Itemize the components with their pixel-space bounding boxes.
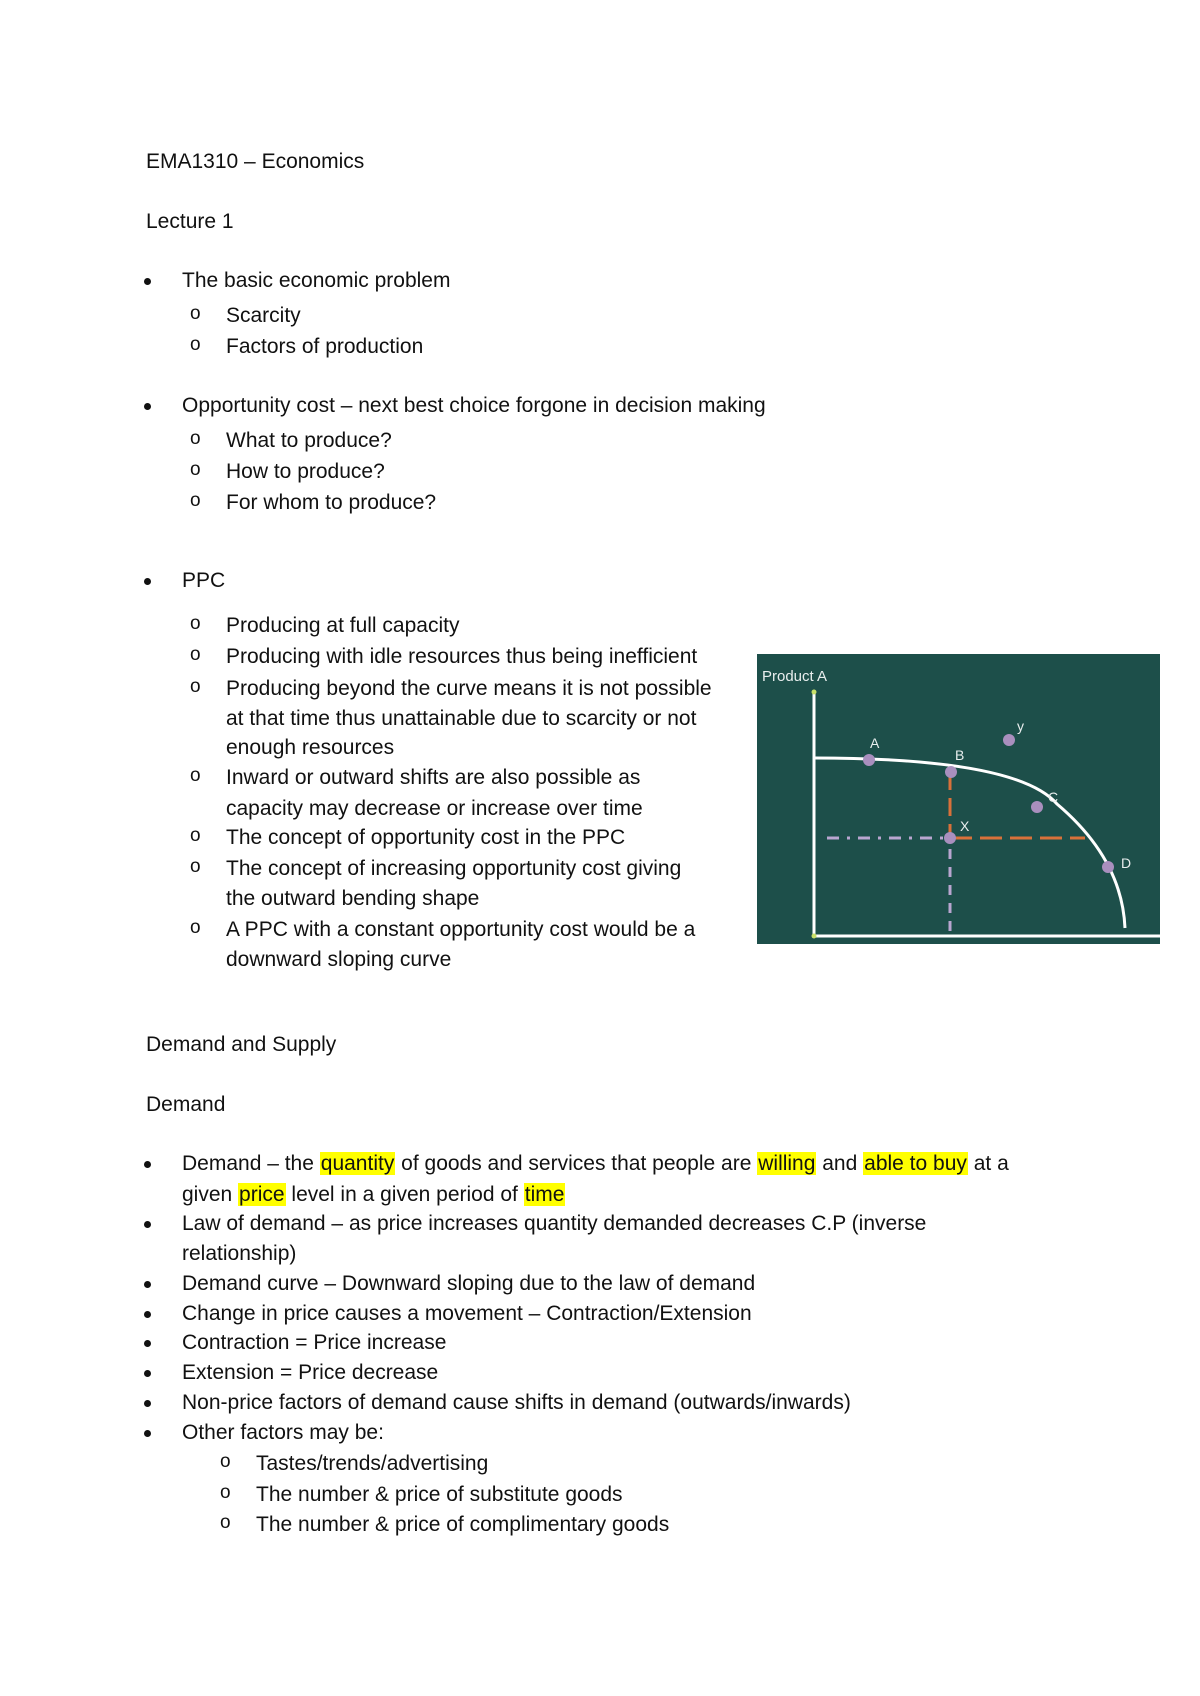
circle-marker: o [220, 1512, 231, 1533]
ppc-item: A PPC with a constant opportunity cost would be a [226, 918, 696, 941]
axis-origin-tick [812, 690, 817, 695]
y-axis-label: Product A [762, 668, 828, 685]
bullet-dot [144, 278, 151, 285]
diagram-background [757, 654, 1160, 944]
other-factor-item: Tastes/trends/advertising [256, 1452, 489, 1475]
circle-marker: o [190, 676, 201, 697]
ppc-diagram [757, 654, 1160, 944]
demand-bullet: Contraction = Price increase [182, 1331, 447, 1354]
demand-bullet: Demand curve – Downward sloping due to the law of demand [182, 1272, 756, 1295]
sub-item: For whom to produce? [226, 491, 437, 514]
bullet-dot [144, 1340, 151, 1347]
bullet-dot [144, 1161, 151, 1168]
ppc-item: The concept of opportunity cost in the PPC [226, 826, 626, 849]
point-a [863, 754, 875, 766]
highlight-quantity: quantity [320, 1152, 395, 1175]
ppc-item: The concept of increasing opportunity cost giving [226, 857, 682, 880]
circle-marker: o [190, 765, 201, 786]
text-run: and [816, 1152, 864, 1175]
sub-item: Factors of production [226, 335, 424, 358]
point-y [1003, 734, 1015, 746]
sub-item: What to produce? [226, 429, 392, 452]
bullet-dot [144, 1430, 151, 1437]
circle-marker: o [220, 1451, 231, 1472]
bullet-dot [144, 1221, 151, 1228]
bullet-dot [144, 1370, 151, 1377]
ppc-item-cont: at that time thus unattainable due to scarcity or not [226, 707, 697, 730]
sub-item: Scarcity [226, 304, 301, 327]
label-x: X [960, 818, 970, 834]
circle-marker: o [220, 1482, 231, 1503]
ppc-item-cont: the outward bending shape [226, 887, 480, 910]
highlight-price: price [239, 1183, 285, 1206]
bullet-dot [144, 1400, 151, 1407]
bullet-dot [144, 403, 151, 410]
other-factor-item: The number & price of substitute goods [256, 1483, 623, 1506]
highlight-willing: willing [758, 1152, 816, 1175]
subheading-demand: Demand [146, 1093, 226, 1116]
highlight-able-to-buy: able to buy [864, 1152, 967, 1175]
circle-marker: o [190, 459, 201, 480]
circle-marker: o [190, 490, 201, 511]
label-d: D [1121, 855, 1132, 871]
point-c [1031, 801, 1043, 813]
text-run: level in a given period of [285, 1183, 524, 1206]
demand-bullet: Law of demand – as price increases quantity demanded decreases C.P (inverse [182, 1212, 927, 1235]
label-a: A [870, 735, 880, 751]
axis-origin-tick [812, 934, 817, 939]
circle-marker: o [190, 856, 201, 877]
circle-marker: o [190, 917, 201, 938]
demand-bullet: Extension = Price decrease [182, 1361, 439, 1384]
label-b: B [955, 747, 965, 763]
bullet-ppc: PPC [182, 569, 226, 592]
circle-marker: o [190, 334, 201, 355]
circle-marker: o [190, 825, 201, 846]
section-heading-demand-supply: Demand and Supply [146, 1033, 337, 1056]
circle-marker: o [190, 428, 201, 449]
label-y: y [1017, 718, 1024, 734]
text-run: at a [967, 1152, 1009, 1175]
demand-bullet: Other factors may be: [182, 1421, 384, 1444]
point-b [945, 766, 957, 778]
circle-marker: o [190, 644, 201, 665]
demand-bullet: Non-price factors of demand cause shifts in demand (outwards/inwards) [182, 1391, 851, 1414]
point-x [944, 832, 956, 844]
circle-marker: o [190, 303, 201, 324]
text-run: given [182, 1183, 239, 1206]
demand-bullet: Change in price causes a movement – Contraction/Extension [182, 1302, 752, 1325]
ppc-item: Producing with idle resources thus being inefficient [226, 645, 698, 668]
bullet-opportunity-cost: Opportunity cost – next best choice forgone in decision making [182, 394, 766, 417]
text-run: of goods and services that people are [395, 1152, 758, 1175]
bullet-dot [144, 1311, 151, 1318]
sub-item: How to produce? [226, 460, 385, 483]
bullet-dot [144, 578, 151, 585]
document-title: EMA1310 – Economics [146, 150, 365, 173]
circle-marker: o [190, 613, 201, 634]
ppc-item: Inward or outward shifts are also possible as [226, 766, 641, 789]
bullet-basic-problem: The basic economic problem [182, 269, 451, 292]
other-factor-item: The number & price of complimentary goods [256, 1513, 670, 1536]
demand-definition-line2 [182, 1182, 565, 1208]
label-c: C [1048, 789, 1059, 805]
lecture-heading: Lecture 1 [146, 210, 234, 233]
ppc-item: Producing at full capacity [226, 614, 460, 637]
text-run: Demand – the [182, 1152, 320, 1175]
point-d [1102, 861, 1114, 873]
highlight-time: time [524, 1183, 565, 1206]
ppc-item-cont: enough resources [226, 736, 395, 759]
ppc-item-cont: capacity may decrease or increase over time [226, 797, 643, 820]
demand-definition-line1 [182, 1151, 1009, 1177]
bullet-dot [144, 1281, 151, 1288]
demand-bullet-cont: relationship) [182, 1242, 297, 1265]
ppc-item: Producing beyond the curve means it is not possible [226, 677, 712, 700]
ppc-item-cont: downward sloping curve [226, 948, 452, 971]
